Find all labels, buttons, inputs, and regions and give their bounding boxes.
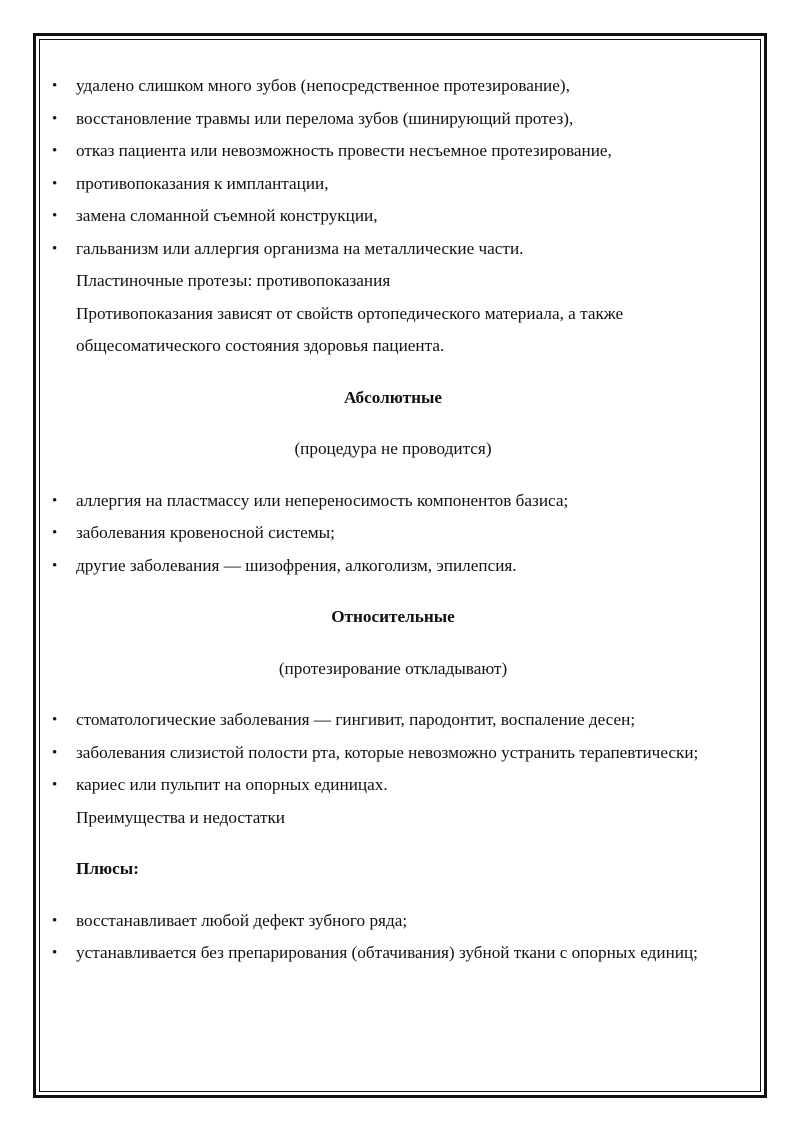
list-item-text: устанавливается без препарирования (обтачивания) зубной ткани с опорных единиц; <box>76 943 698 962</box>
bullet-icon: • <box>52 744 58 761</box>
list-item-text: восстанавливает любой дефект зубного ряда; <box>76 910 408 930</box>
list-item <box>52 737 710 770</box>
bullet-icon: • <box>52 492 58 509</box>
bullet-icon: • <box>52 208 58 224</box>
section-title-contraindications: Пластиночные протезы: противопоказания <box>76 271 391 290</box>
list-item <box>52 485 710 518</box>
list-item <box>52 517 710 550</box>
list-item-text: восстановление травмы или перелома зубов (шинирующий протез), <box>76 108 574 128</box>
bullet-icon: • <box>52 143 58 159</box>
bullet-icon: • <box>52 78 58 94</box>
list-item <box>52 905 710 938</box>
list-item <box>52 103 710 136</box>
list-item-text: противопоказания к имплантации, <box>76 173 329 193</box>
bullet-icon: • <box>52 912 58 929</box>
list-item-text: замена сломанной съемной конструкции, <box>76 206 378 225</box>
pros-heading: Плюсы: <box>76 859 139 878</box>
bullet-icon: • <box>52 557 58 574</box>
list-item-text: удалено слишком много зубов (непосредственное протезирование), <box>76 76 570 95</box>
paragraph-line-2: общесоматического состояния здоровья пациента. <box>76 336 445 355</box>
pros-list <box>52 905 710 970</box>
list-item <box>52 704 710 737</box>
bullet-icon: • <box>52 175 58 192</box>
bullet-icon: • <box>52 110 58 127</box>
relative-subheading: (протезирование откладывают) <box>278 658 508 678</box>
absolute-subheading: (процедура не проводится) <box>294 439 492 458</box>
relative-heading: Относительные <box>331 607 455 626</box>
list-item <box>52 168 710 201</box>
list-item <box>52 200 710 233</box>
relative-list <box>52 704 710 802</box>
list-item-text: гальванизм или аллергия организма на металлические части. <box>76 238 524 258</box>
list-item-text: заболевания слизистой полости рта, которые невозможно устранить терапевтически; <box>76 742 699 762</box>
absolute-list <box>52 485 710 583</box>
absolute-heading: Абсолютные <box>343 387 443 407</box>
bullet-icon: • <box>52 525 58 541</box>
paragraph-line-1: Противопоказания зависят от свойств ортопедического материала, а также <box>76 303 624 323</box>
list-item <box>52 70 710 103</box>
list-item <box>52 550 710 583</box>
list-item-text: стоматологические заболевания — гингивит, пародонтит, воспаление десен; <box>76 710 636 729</box>
bullet-icon: • <box>52 712 58 728</box>
list-item-text: другие заболевания — шизофрения, алкоголизм, эпилепсия. <box>76 555 517 575</box>
pros-cons-title: Преимущества и недостатки <box>76 807 286 827</box>
bullet-icon: • <box>52 945 58 961</box>
list-item-text: отказ пациента или невозможность провести несъемное протезирование, <box>76 141 612 160</box>
list-item <box>52 937 710 970</box>
bullet-icon: • <box>52 240 58 257</box>
list-item-text: кариес или пульпит на опорных единицах. <box>76 775 388 794</box>
list-item <box>52 135 710 168</box>
list-item-text: аллергия на пластмассу или непереносимость компонентов базиса; <box>76 490 569 510</box>
document-body <box>52 70 710 970</box>
bullet-icon: • <box>52 777 58 793</box>
indications-list <box>52 70 710 265</box>
list-item <box>52 769 710 802</box>
list-item-text: заболевания кровеносной системы; <box>76 523 335 542</box>
list-item <box>52 233 710 266</box>
